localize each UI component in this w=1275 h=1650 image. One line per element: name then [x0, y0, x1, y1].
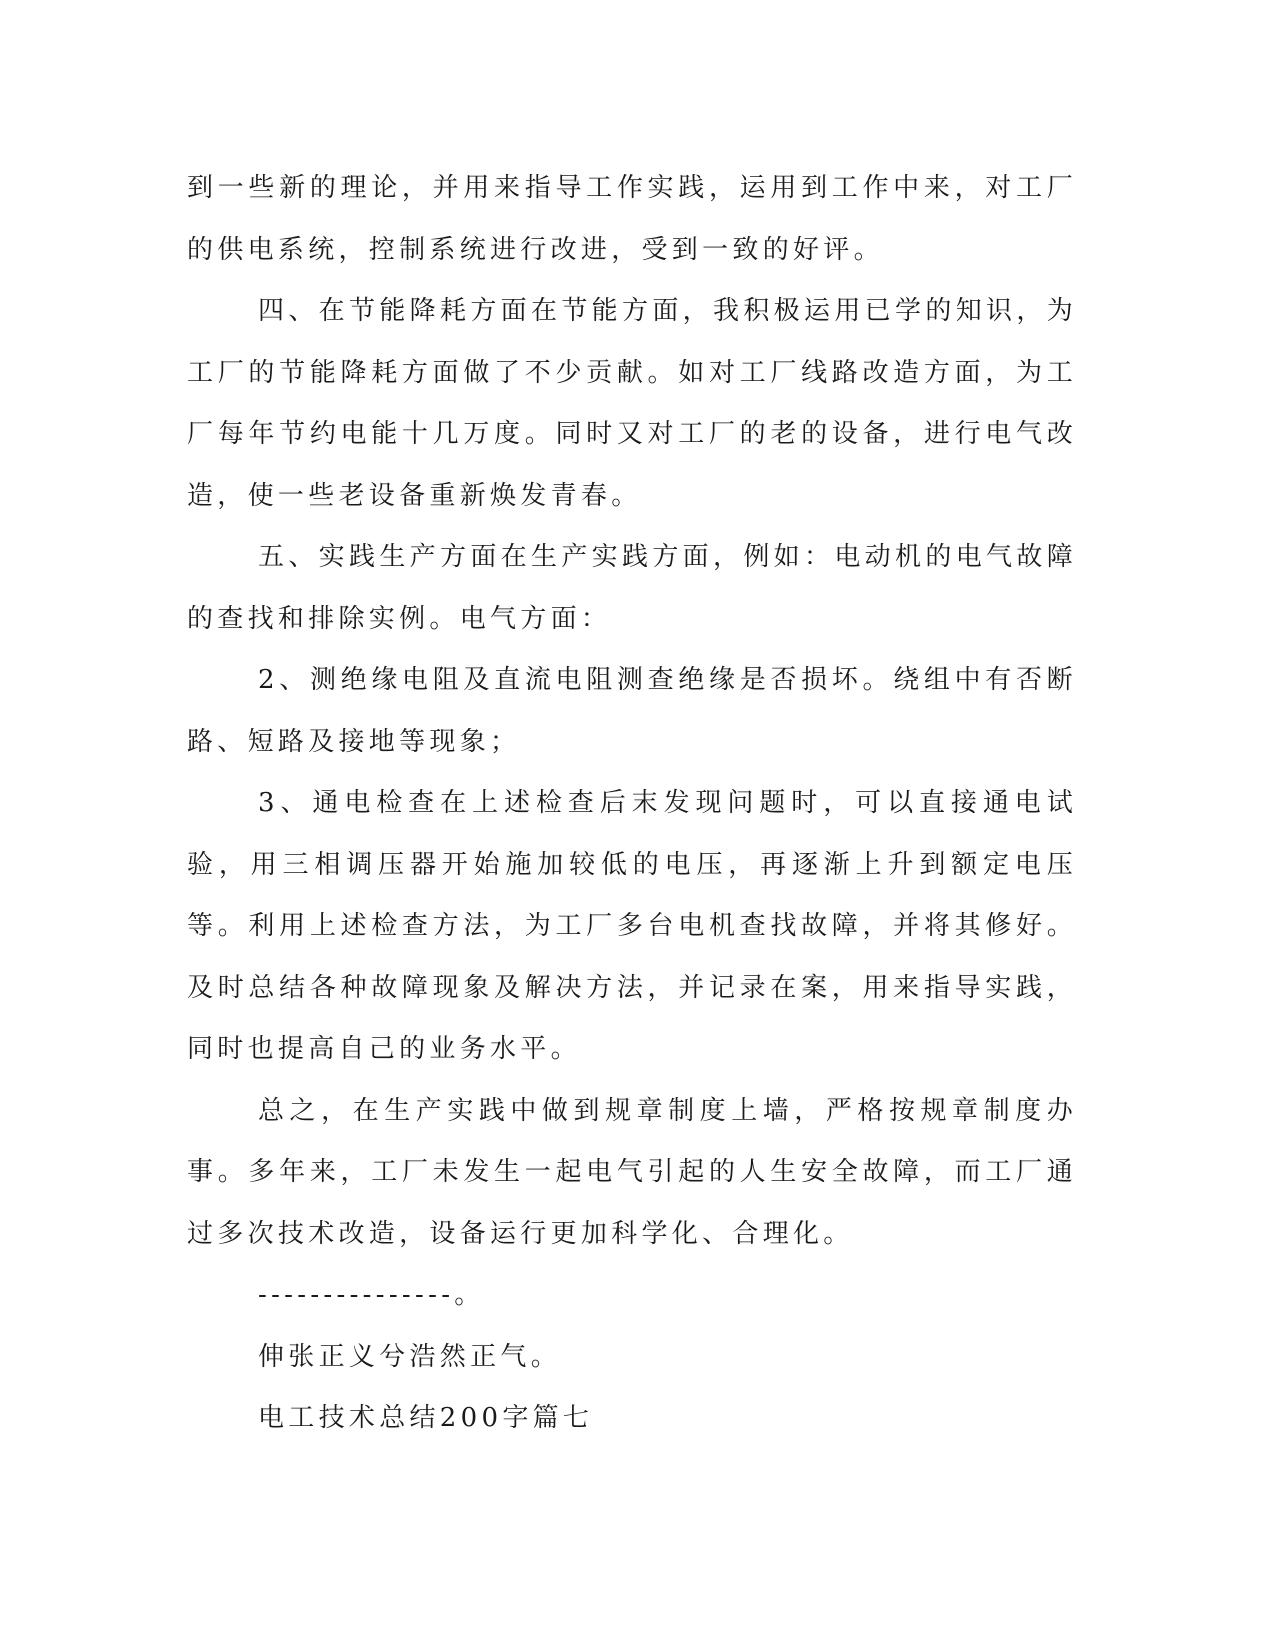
motto-line: 伸张正义兮浩然正气。 — [258, 1341, 562, 1372]
paragraph-section-four: 四、在节能降耗方面在节能方面，我积极运用已学的知识，为工厂的节能降耗方面做了不少贡献。如对工厂线路改造方面，为工厂每年节约电能十几万度。同时又对工厂的老的设备，进行电气改造，使一些老设备重新焕发青春。 — [187, 296, 1077, 511]
paragraph-item-three: 3、通电检查在上述检查后末发现问题时，可以直接通电试验，用三相调压器开始施加较低的电压，再逐渐上升到额定电压等。利用上述检查方法，为工厂多台电机查找故障，并将其修好。及时总结各种故障现象及解决方法，并记录在案，用来指导实践，同时也提高自己的业务水平。 — [187, 788, 1077, 1064]
paragraph-continuation: 到一些新的理论，并用来指导工作实践，运用到工作中来，对工厂的供电系统，控制系统进行改进，受到一致的好评。 — [187, 173, 1077, 265]
next-section-heading: 电工技术总结200字篇七 — [258, 1403, 594, 1433]
paragraph-conclusion: 总之，在生产实践中做到规章制度上墙，严格按规章制度办事。多年来，工厂未发生一起电气引起的人生安全故障，而工厂通过多次技术改造，设备运行更加科学化、合理化。 — [187, 1095, 1077, 1249]
paragraph-section-five: 五、实践生产方面在生产实践方面，例如：电动机的电气故障的查找和排除实例。电气方面： — [187, 542, 1077, 634]
divider-line: ---------------。 — [258, 1280, 485, 1310]
document-body — [187, 158, 1077, 1450]
paragraph-item-two: 2、测绝缘电阻及直流电阻测查绝缘是否损坏。绕组中有否断路、短路及接地等现象； — [187, 665, 1077, 757]
